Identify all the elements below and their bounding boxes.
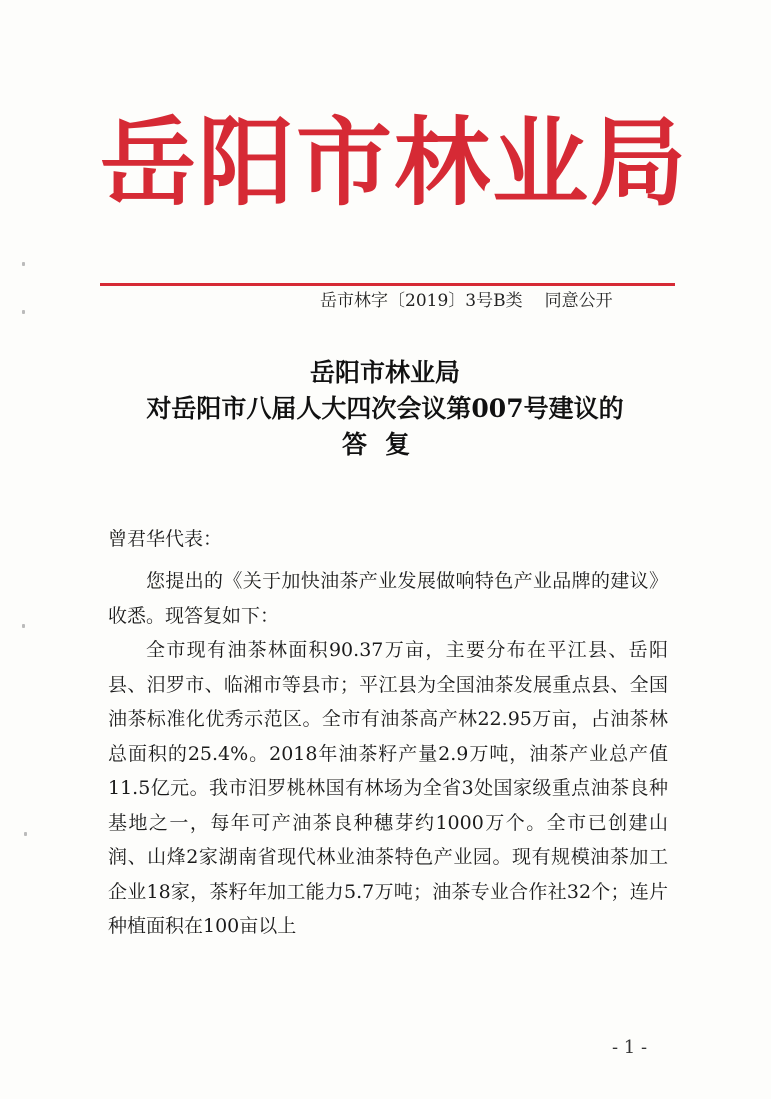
document-code: 岳市林字〔2019〕3号B类 (320, 291, 523, 311)
title-line-2: 对岳阳市八届人大四次会议第007号建议的 (146, 394, 624, 423)
scan-mark (22, 310, 25, 314)
paragraph-2: 全市现有油茶林面积90.37万亩，主要分布在平江县、岳阳县、汨罗市、临湘市等县市；平江县为全国油茶发展重点县、全国油茶标准化优秀示范区。全市有油茶高产林22.95万亩，占油茶林总面积的25.4%。2018年油茶籽产量2.9万吨，油茶产业总产值11.5亿元。我市汨罗桃林国有林场为全省3处国家级重点油茶良种基地之一，每年可产油茶良种穗芽约1000万个。全市已创建山润、山烽2家湖南省现代林业油茶特色产业园。现有规模油茶加工企业18家，茶籽年加工能力5.7万吨；油茶专业合作社32个；连片种植面积在100亩以上 (108, 639, 668, 937)
disclosure-status: 同意公开 (544, 291, 613, 311)
title-line-1: 岳阳市林业局 (309, 358, 460, 387)
masthead-org-name: 岳阳市林业局 (100, 107, 688, 219)
document-number-line (320, 288, 613, 314)
body-text (108, 564, 668, 944)
salutation: 曾君华代表： (108, 528, 223, 550)
paragraph-1: 您提出的《关于加快油茶产业发展做响特色产业品牌的建议》收悉。现答复如下： (108, 570, 668, 627)
red-header-rule (100, 283, 675, 286)
scan-mark (24, 832, 27, 836)
scan-mark (22, 624, 25, 628)
document-title (80, 355, 690, 463)
page-number: - 1 - (612, 1037, 648, 1058)
title-line-3: 答复 (341, 430, 428, 459)
scan-mark (22, 262, 25, 266)
